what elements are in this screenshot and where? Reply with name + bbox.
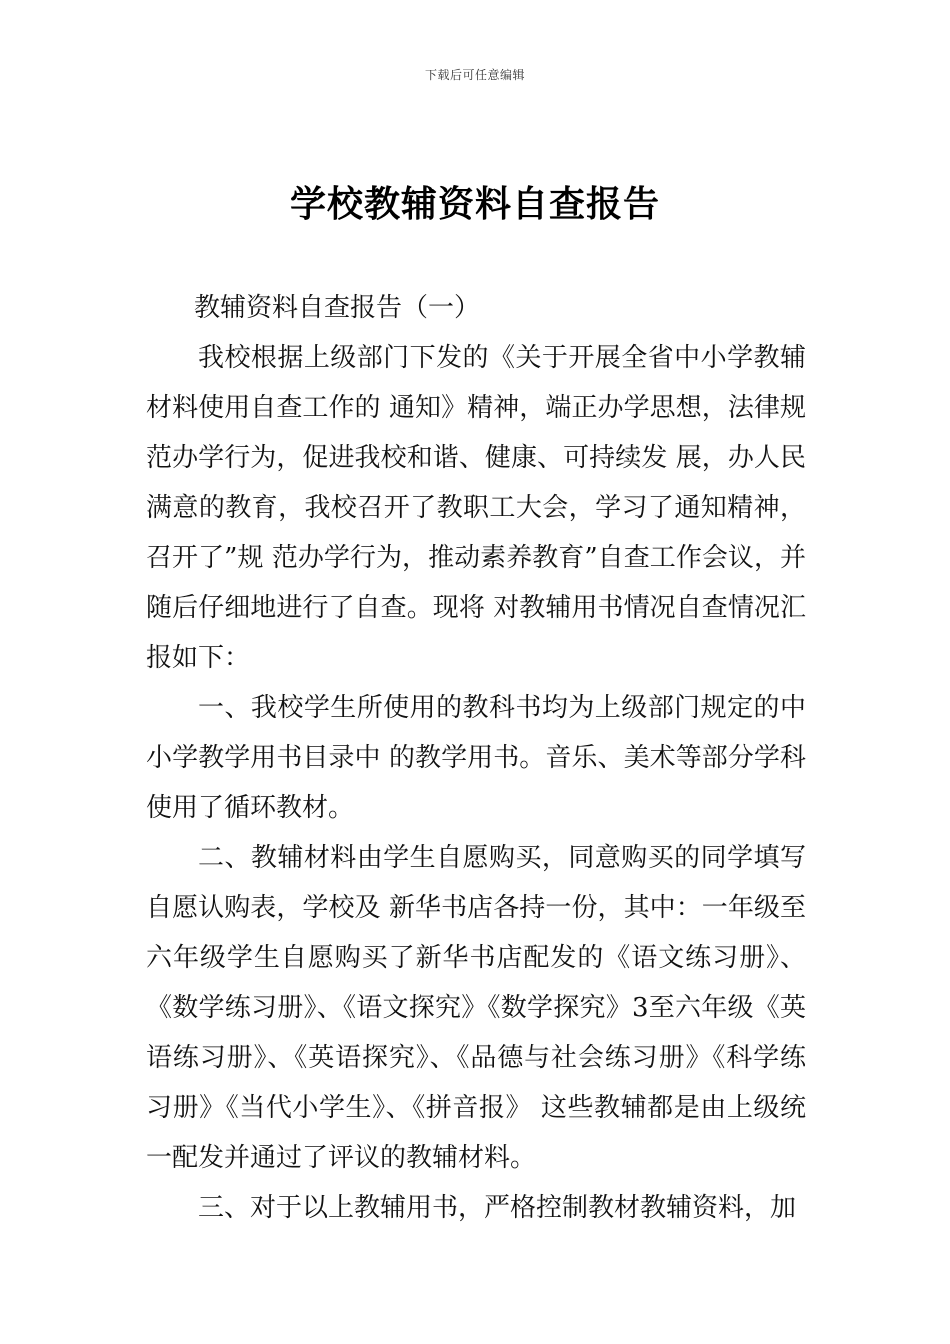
header-note: 下载后可任意编辑: [424, 68, 525, 82]
paragraph-intro: 我校根据上级部门下发的《关于开展全省中小学教辅材料使用自查工作的 通知》精神，端正办学思想，法律规范办学行为，促进我校和谐、健康、可持续发 展，办人民满意的教育，我校召开了教职工大会，学习了通知精神，召开了”规 范办学行为，推动素养教育”自查工作会议，并随后仔细地进行了自查。现将 对教辅用书情况自查情况汇报如下：: [146, 343, 806, 673]
document-body: [146, 283, 806, 1233]
paragraph-item-2: 二、教辅材料由学生自愿购买，同意购买的同学填写自愿认购表，学校及 新华书店各持一份，其中：一年级至六年级学生自愿购买了新华书店配发的《语文练习册》、《数学练习册》、《语文探究》《数学探究》3至六年级《英语练习册》、《英语探究》、《品德与社会练习册》《科学练习册》《当代小学生》、《拼音报》 这些教辅都是由上级统一配发并通过了评议的教辅材料。: [146, 843, 806, 1173]
section-subtitle: 教辅资料自查报告（一）: [194, 293, 481, 323]
paragraph-item-1: 一、我校学生所使用的教科书均为上级部门规定的中小学教学用书目录中 的教学用书。音乐、美术等部分学科使用了循环教材。: [146, 693, 806, 823]
paragraph-item-3: 三、对于以上教辅用书，严格控制教材教辅资料，加: [198, 1193, 797, 1223]
document-title: 学校教辅资料自查报告: [289, 184, 660, 225]
